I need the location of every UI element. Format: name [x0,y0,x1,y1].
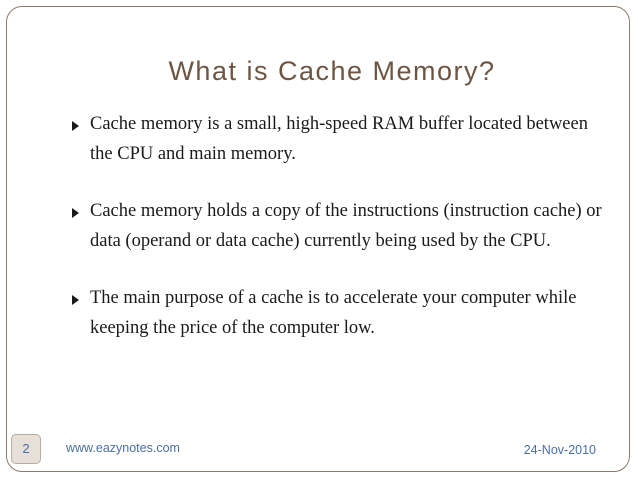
bullet-item [72,109,602,169]
bullet-list [72,109,602,370]
bullet-arrow-icon [72,208,79,218]
bullet-item [72,283,602,343]
bullet-item [72,196,602,256]
bullet-text: The main purpose of a cache is to accelerate your computer while keeping the price of the computer low. [90,288,577,338]
footer-date: 24-Nov-2010 [523,443,596,457]
page-number: 2 [11,434,41,464]
bullet-text: Cache memory holds a copy of the instructions (instruction cache) or data (operand or data cache) currently being used by the CPU. [90,201,602,251]
footer-website: www.eazynotes.com [66,441,180,455]
bullet-arrow-icon [72,295,79,305]
bullet-text: Cache memory is a small, high-speed RAM buffer located between the CPU and main memory. [90,114,588,164]
slide-title: What is Cache Memory? [168,56,496,86]
bullet-arrow-icon [72,121,79,131]
